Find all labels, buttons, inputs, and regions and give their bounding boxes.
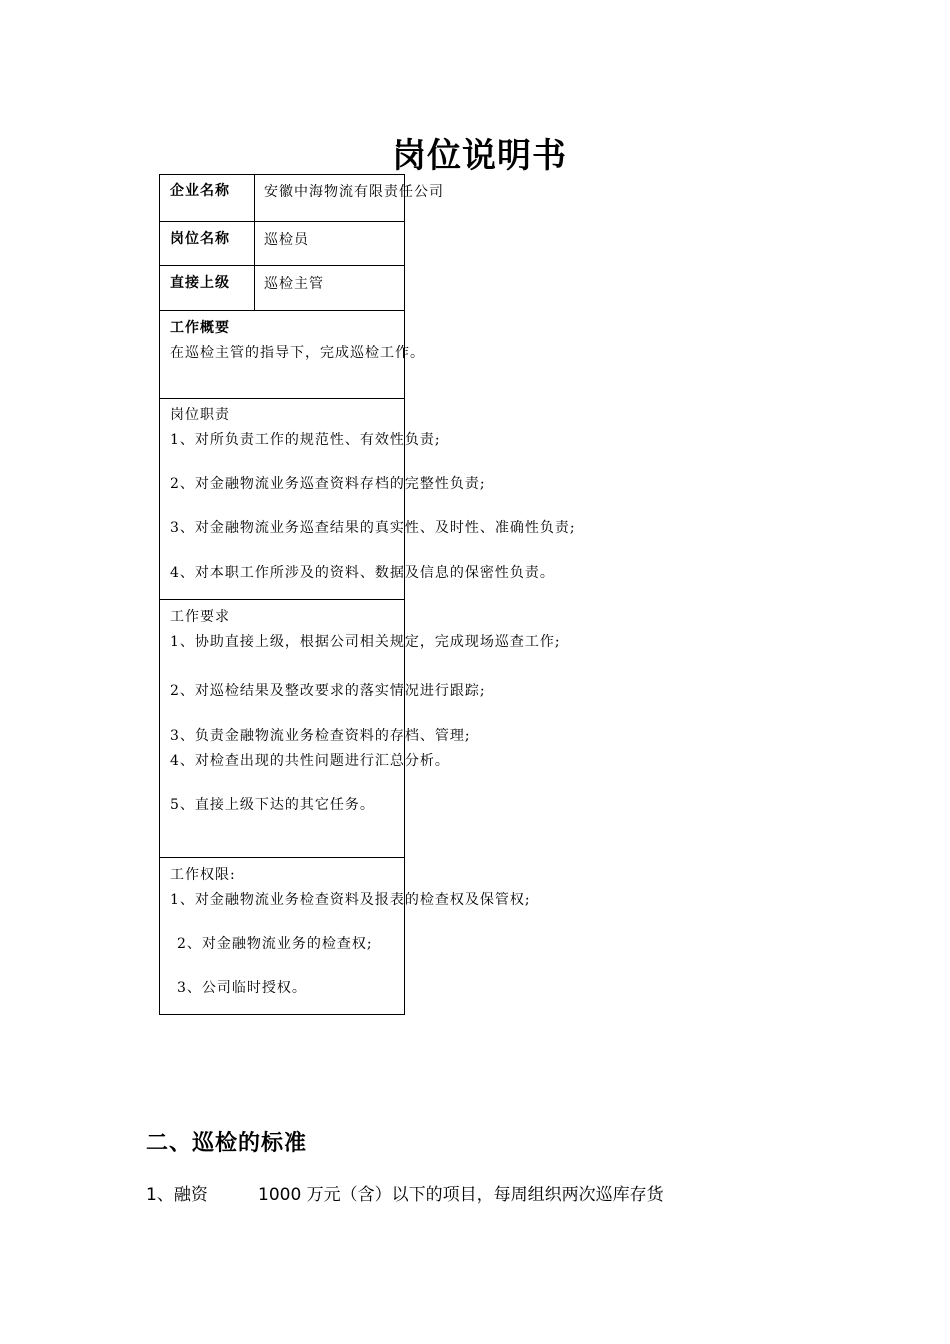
requirement-item: 5、直接上级下达的其它任务。 xyxy=(170,797,375,813)
summary-heading: 工作概要 xyxy=(170,320,230,336)
section2-heading: 二、巡检的标准 xyxy=(146,1131,308,1156)
row-divider xyxy=(160,857,404,858)
label-column-divider xyxy=(254,175,255,310)
company-label: 企业名称 xyxy=(170,183,230,199)
requirement-item: 1、协助直接上级，根据公司相关规定，完成现场巡查工作; xyxy=(170,634,561,650)
page-title: 岗位说明书 xyxy=(392,136,567,176)
row-divider xyxy=(160,310,404,311)
row-divider xyxy=(160,221,404,222)
job-description-table xyxy=(159,174,576,1015)
duty-item: 2、对金融物流业务巡查资料存档的完整性负责; xyxy=(170,476,486,492)
row-divider xyxy=(160,265,404,266)
authority-item: 2、对金融物流业务的检查权; xyxy=(177,936,373,952)
section2-line-text: 1000 万元（含）以下的项目，每周组织两次巡库存货 xyxy=(258,1185,664,1205)
duty-item: 1、对所负责工作的规范性、有效性负责; xyxy=(170,432,441,448)
duty-item: 4、对本职工作所涉及的资料、数据及信息的保密性负责。 xyxy=(170,565,555,581)
supervisor-value: 巡检主管 xyxy=(264,276,324,292)
authority-heading: 工作权限: xyxy=(170,867,236,883)
position-value: 巡检员 xyxy=(264,232,309,248)
position-label: 岗位名称 xyxy=(170,231,230,247)
row-divider xyxy=(160,398,404,399)
requirement-item: 2、对巡检结果及整改要求的落实情况进行跟踪; xyxy=(170,683,486,699)
company-value: 安徽中海物流有限责任公司 xyxy=(264,184,444,200)
authority-item: 1、对金融物流业务检查资料及报表的检查权及保管权; xyxy=(170,892,531,908)
supervisor-label: 直接上级 xyxy=(170,275,230,291)
summary-text: 在巡检主管的指导下，完成巡检工作。 xyxy=(170,345,425,361)
duties-heading: 岗位职责 xyxy=(170,407,230,423)
duty-item: 3、对金融物流业务巡查结果的真实性、及时性、准确性负责; xyxy=(170,520,576,536)
row-divider xyxy=(160,599,404,600)
requirement-item: 3、负责金融物流业务检查资料的存档、管理; xyxy=(170,728,471,744)
authority-item: 3、公司临时授权。 xyxy=(177,980,307,996)
requirements-heading: 工作要求 xyxy=(170,609,230,625)
requirement-item: 4、对检查出现的共性问题进行汇总分析。 xyxy=(170,753,450,769)
section2-line-prefix: 1、融资 xyxy=(146,1185,208,1205)
